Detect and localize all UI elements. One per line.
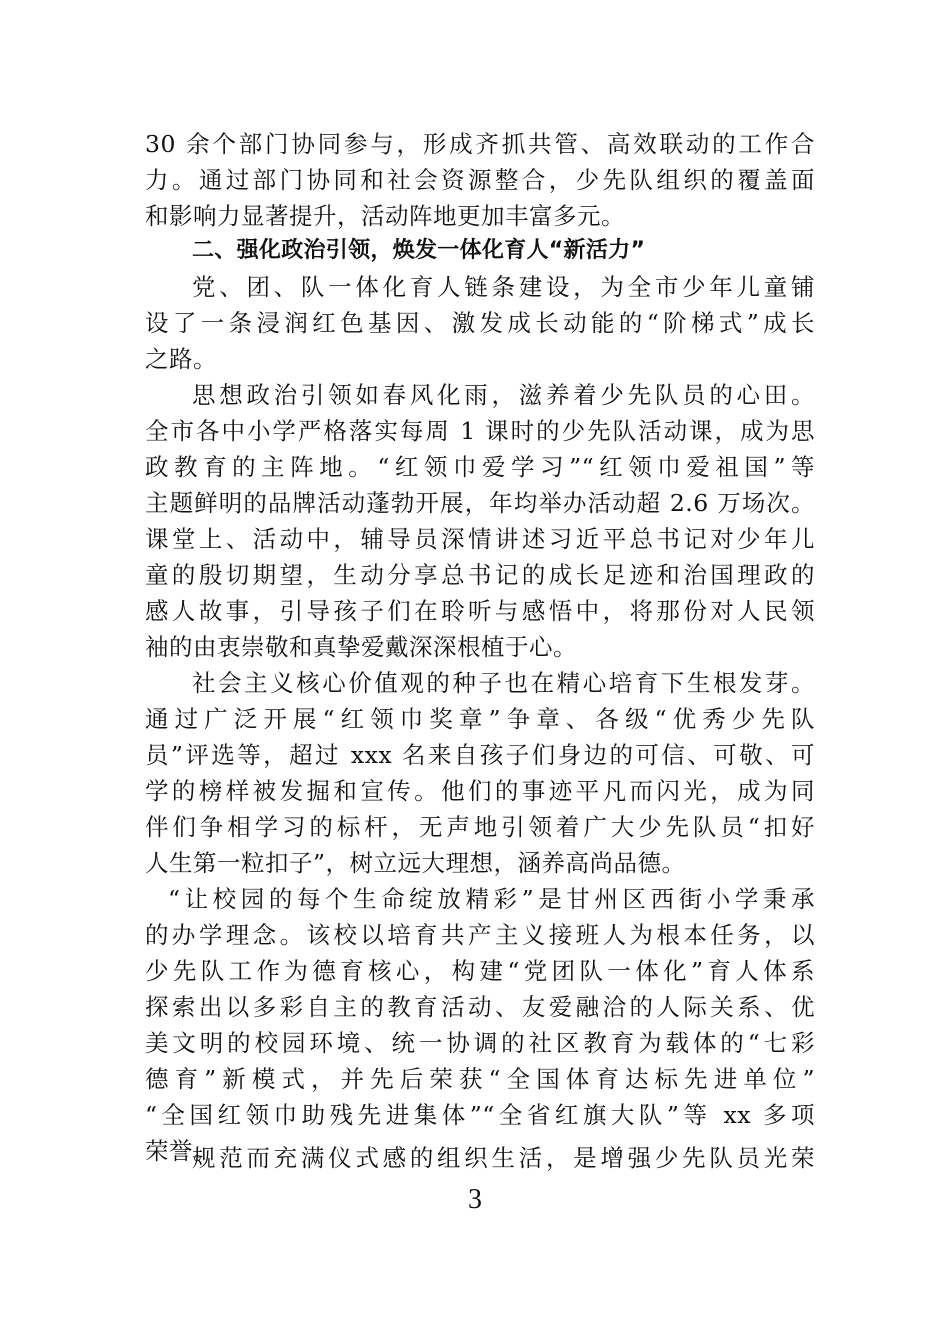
body-line: 党、团、队一体化育人链条建设，为全市少年儿童铺 [192, 273, 815, 301]
body-line: 伴们争相学习的标杆，无声地引领着广大少先队员“扣好 [145, 813, 815, 841]
page-number: 3 [468, 1184, 482, 1215]
body-line: 政教育的主阵地。“红领巾爱学习”“红领巾爱祖国”等 [145, 453, 815, 481]
body-line: 探索出以多彩自主的教育活动、友爱融洽的人际关系、优 [145, 993, 815, 1021]
body-line: 学的榜样被发掘和宣传。他们的事迹平凡而闪光，成为同 [145, 777, 815, 805]
body-line: 德育”新模式，并先后荣获“全国体育达标先进单位” [145, 1065, 815, 1093]
body-line: 童的殷切期望，生动分享总书记的成长足迹和治国理政的 [145, 561, 815, 589]
body-line: 课堂上、活动中，辅导员深情讲述习近平总书记对少年儿 [145, 525, 815, 553]
section-heading: 二、强化政治引领，焕发一体化育人“新活力” [192, 238, 646, 263]
body-line: 通过广泛开展“红领巾奖章”争章、各级“优秀少先队 [145, 705, 815, 733]
body-line: 设了一条浸润红色基因、激发成长动能的“阶梯式”成长 [145, 309, 815, 337]
body-line: 袖的由衷崇敬和真挚爱戴深深根植于心。 [145, 633, 577, 661]
body-line: 之路。 [145, 345, 217, 373]
body-line: 社会主义核心价值观的种子也在精心培育下生根发芽。 [192, 669, 815, 697]
body-line: 美文明的校园环境、统一协调的社区教育为载体的“七彩 [145, 1029, 815, 1057]
body-line: “全国红领巾助残先进集体”“全省红旗大队”等 xx 多项 [145, 1101, 815, 1129]
body-line: 30 余个部门协同参与，形成齐抓共管、高效联动的工作合 [145, 130, 815, 158]
body-line: 主题鲜明的品牌活动蓬勃开展，年均举办活动超 2.6 万场次。 [145, 489, 815, 517]
body-line: 人生第一粒扣子”，树立远大理想，涵养高尚品德。 [145, 849, 686, 877]
body-line: 全市各中小学严格落实每周 1 课时的少先队活动课，成为思 [145, 417, 815, 445]
body-line: 少先队工作为德育核心，构建“党团队一体化”育人体系 [145, 957, 815, 985]
body-line: 员”评选等，超过 xxx 名来自孩子们身边的可信、可敬、可 [145, 741, 815, 769]
body-line: 规范而充满仪式感的组织生活，是增强少先队员光荣 [192, 1144, 815, 1172]
body-line: 的办学理念。该校以培育共产主义接班人为根本任务，以 [145, 921, 815, 949]
body-line: “让校园的每个生命绽放精彩”是甘州区西街小学秉承 [168, 885, 815, 913]
body-line: 思想政治引领如春风化雨，滋养着少先队员的心田。 [192, 381, 815, 409]
body-line: 力。通过部门协同和社会资源整合，少先队组织的覆盖面 [145, 166, 815, 194]
body-line: 荣誉。 [145, 1137, 217, 1165]
body-line: 感人故事，引导孩子们在聆听与感悟中，将那份对人民领 [145, 597, 815, 625]
body-line: 和影响力显著提升，活动阵地更加丰富多元。 [145, 202, 625, 230]
